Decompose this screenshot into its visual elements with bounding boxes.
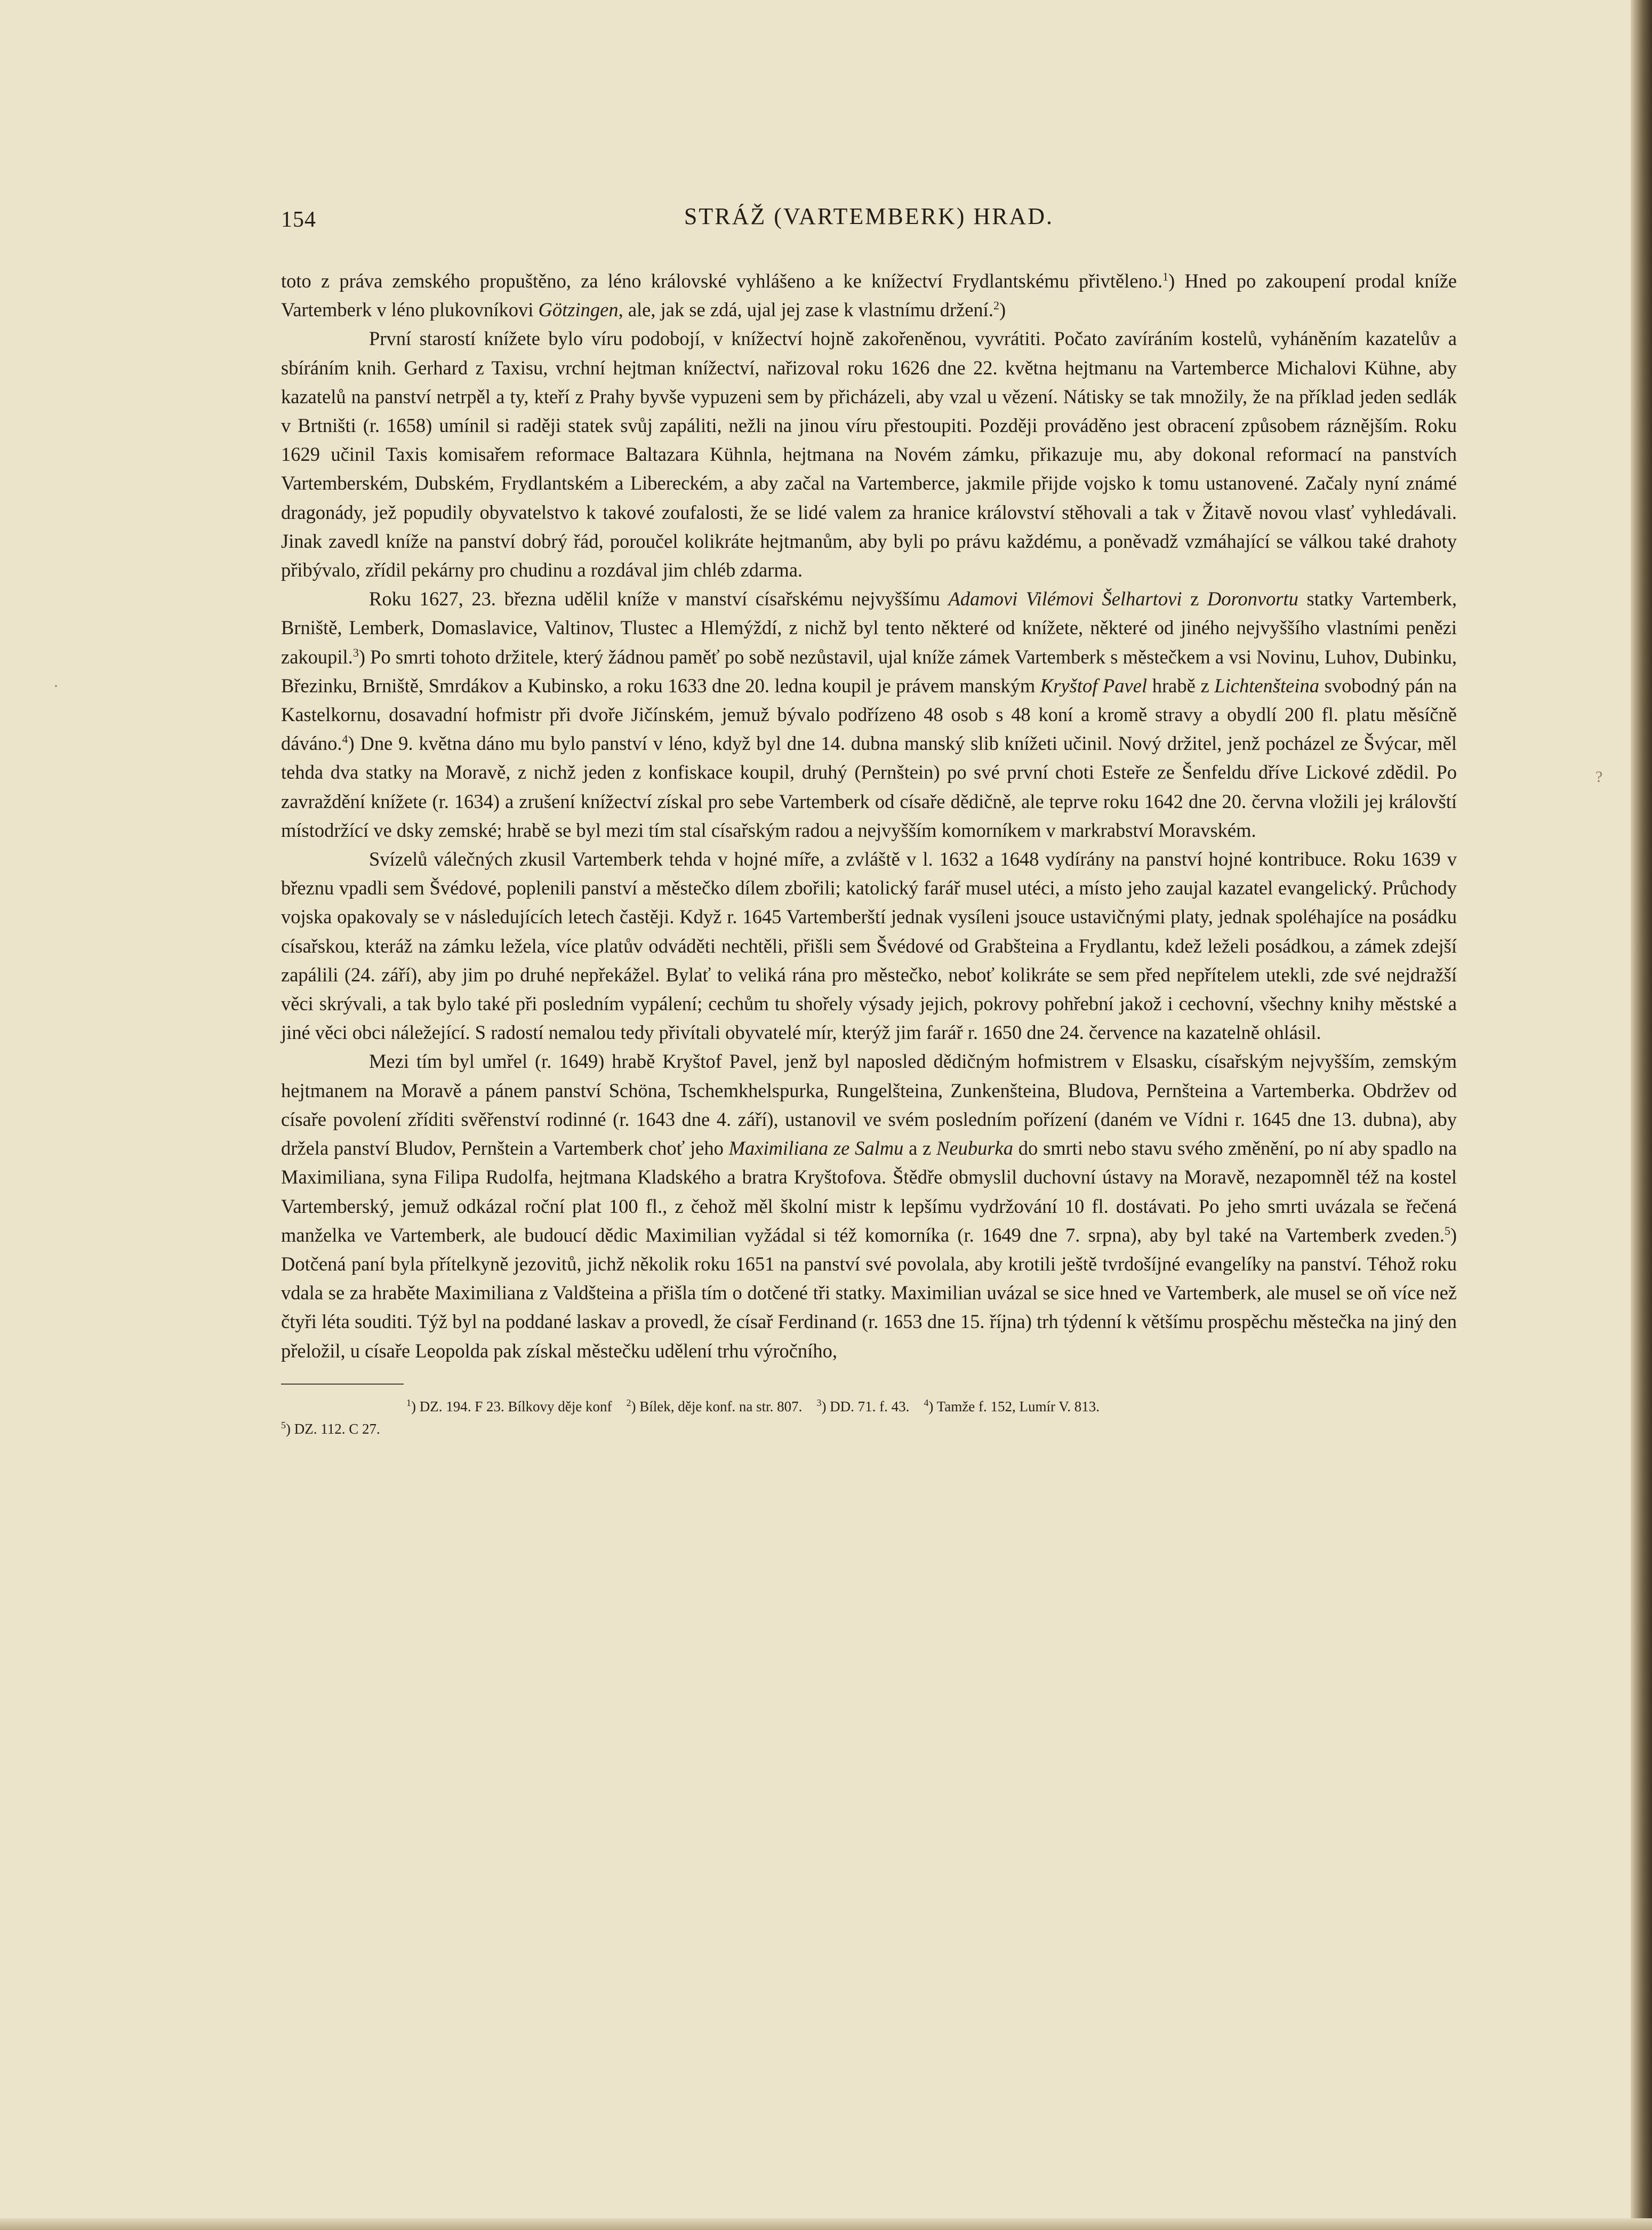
name-maximiliana-salm: Maximiliana ze Salmu bbox=[728, 1137, 904, 1160]
right-margin-mark: ? bbox=[1595, 768, 1603, 786]
footnotes bbox=[281, 1395, 1457, 1440]
text-run: Roku 1627, 23. března udělil kníže v manství císařskému nejvyššímu bbox=[369, 588, 940, 610]
name-selhart: Adamovi Vilémovi Šelhartovi bbox=[948, 588, 1182, 610]
footnote-4-mark: 4 bbox=[924, 1397, 929, 1408]
running-title: STRÁŽ (VARTEMBERK) HRAD. bbox=[684, 203, 1054, 229]
running-header bbox=[281, 203, 1457, 235]
text-run: ) Dotčená paní byla přítelkyně jezovitů, jichž několik roku 1651 na panství své povolala, aby krotili ještě tvrdošíjné evangelíky na panství. Téhož roku vdala se za hraběte Maximiliana z Valdšteina a přišla tím o dotčené tři statky. Maximilian uvázal se sice hned ve Vartemberk, ale musel se oň více než čtyři léta souditi. Týž byl na poddané laskav a provedl, že císař Ferdinand (r. 1653 dne 15. října) trh týdenní k většímu prospěchu městečka na jiný den přeložil, u císaře Leopolda pak získal městečku udělení trhu výročního, bbox=[281, 1224, 1457, 1362]
footnote-4: ) Tamže f. 152, Lumír V. 813. bbox=[928, 1398, 1100, 1414]
name-lichtenstein: Lichtenšteina bbox=[1214, 674, 1319, 697]
footnote-ref-1: 1 bbox=[1162, 269, 1169, 283]
text-run: ) bbox=[999, 299, 1006, 321]
book-page bbox=[281, 203, 1457, 2016]
text-run: ) Hned po zakoupení prodal kníže Vartemberk v léno plukovníkovi bbox=[281, 270, 1457, 321]
text-run: ale, jak se zdá, ujal jej zase k vlastnímu držení. bbox=[628, 299, 993, 321]
text-run: Svízelů válečných zkusil Vartemberk tehda v hojné míře, a zvláště v l. 1632 a 1648 vydírány na panství hojné kontribuce. Roku 1639 v březnu vpadli sem Švédové, poplenili panství a městečko dílem zbořili; katolický farář musel utéci, a místo jeho zaujal kazatel evangelický. Průchody vojska opakovaly se v následujících letech častěji. Když r. 1645 Vartemberští jednak vysíleni jsouce ustavičnými platy, jednak spoléhajíce na posádku císařskou, kteráž na zámku ležela, více platův odváděti nechtěli, přišli sem Švédové od Grabšteina a Frydlantu, kdež leželi posádkou, a zámek zdejší zapálili (24. září), aby jim po druhé nepřekážel. Bylať to veliká rána pro městečko, neboť kolikráte se sem před nepřítelem utekli, zde své nejdražší věci skrývali, a tak bylo také při posledním vypálení; cechům tu shořely výsady jejich, pokrovy pohřební jakož i cechovní, všechny knihy městské a jiné věci obci náležející. S radostí nemalou tedy přivítali obyvatelé mír, kterýž jim farář r. 1650 dne 24. července na kazatelně ohlásil. bbox=[281, 848, 1457, 1044]
text-run: ) Dne 9. května dáno mu bylo panství v léno, když byl dne 14. dubna manský slib knížeti učinil. Nový držitel, jenž pocházel ze Švýcar, měl tehda dva statky na Moravě, z nichž jeden z konfiskace koupil, druhý (Pernštein) po své první choti Esteře ze Šenfeldu dříve Lickové zdědil. Po zavraždění knížete (r. 1634) a zrušení knížectví získal pro sebe Vartemberk od císaře dědičně, ale teprve roku 1642 dne 20. června vložili jej královští místodržící ve dsky zemské; hrabě se byl mezi tím stal císařským radou a nejvyšším komorníkem v markrabství Moravském. bbox=[281, 732, 1457, 841]
name-neuburk: Neuburka bbox=[936, 1137, 1013, 1160]
name-krystof-pavel: Kryštof Pavel bbox=[1040, 674, 1148, 697]
paragraph-2 bbox=[281, 324, 1457, 585]
footnotes-line-1 bbox=[281, 1395, 1457, 1418]
text-run: a z bbox=[909, 1137, 932, 1160]
footnote-ref-4: 4 bbox=[342, 732, 348, 746]
text-run: hrabě z bbox=[1152, 674, 1209, 697]
footnote-2-mark: 2 bbox=[626, 1397, 631, 1408]
scan-binding-edge bbox=[1631, 0, 1652, 2230]
scan-bottom-edge bbox=[0, 2218, 1652, 2230]
footnote-3: ) DD. 71. f. 43. bbox=[821, 1398, 910, 1414]
paragraph-4 bbox=[281, 845, 1457, 1047]
footnote-5: ) DZ. 112. C 27. bbox=[286, 1420, 380, 1437]
footnote-5-mark: 5 bbox=[281, 1419, 286, 1430]
text-run: ) Po smrti tohoto držitele, který žádnou paměť po sobě nezůstavil, ujal kníže zámek Vartemberk s městečkem a vsi Novinu, Luhov, Dubinku, Březinku, Brniště, Smrdákov a Kubinsko, a roku 1633 dne 20. ledna koupil je právem manským bbox=[281, 645, 1457, 697]
page-number: 154 bbox=[281, 207, 316, 232]
name-doronvort: Doronvortu bbox=[1207, 588, 1298, 610]
text-run: Mezi tím byl umřel (r. 1649) hrabě Kryštof Pavel, jenž byl naposled dědičným hofmistrem v Elsasku, císařským nejvyšším, zemským hejtmanem na Moravě a pánem panství Schöna, Tschemkhelspurka, Rungelšteina, Zunkenšteina, Bludova, Pernšteina a Vartemberka. Obdržev od císaře povolení zříditi svěřenství rodinné (r. 1643 dne 4. září), ustanovil ve svém posledním pořízení (daném ve Vídni r. 1645 dne 13. dubna), aby držela panství Bludov, Pernštein a Vartemberk choť jeho bbox=[281, 1050, 1457, 1160]
text-run: do smrti nebo stavu svého změnění, po ní aby spadlo na Maximiliana, syna Filipa Rudolfa, hejtmana Kladského a bratra Kryštofova. Štědře obmyslil duchovní ústavy na Moravě, nezapomněl též na kostel Vartemberský, jemuž odkázal roční plat 100 fl., z čehož měl školní mistr k lepšímu vydržování 10 fl. dostávati. Po jeho smrti uvázala se řečená manželka ve Vartemberk, ale budoucí dědic Maximilian vyžádal si též komorníka (r. 1649 dne 7. srpna), aby byl také na Vartemberk zveden. bbox=[281, 1137, 1457, 1246]
footnote-ref-3: 3 bbox=[352, 645, 359, 659]
footnote-divider bbox=[281, 1384, 404, 1385]
footnote-ref-2: 2 bbox=[993, 299, 999, 313]
left-margin-mark: · bbox=[53, 677, 59, 695]
text-run: toto z práva zemského propuštěno, za léno královské vyhlášeno a ke knížectví Frydlantskému přivtěleno. bbox=[281, 270, 1163, 292]
footnote-ref-5: 5 bbox=[1444, 1224, 1450, 1237]
paragraph-5 bbox=[281, 1047, 1457, 1365]
footnote-3-mark: 3 bbox=[816, 1397, 822, 1408]
text-run: První starostí knížete bylo víru podobojí, v knížectví hojně zakořeněnou, vyvrátiti. Počato zavíráním kostelů, vyháněním kazatelův a sbíráním knih. Gerhard z Taxisu, vrchní hejtman knížectví, nařizoval roku 1626 dne 22. května hejtmanu na Vartemberce Michalovi Kühne, aby kazatelů na panství netrpěl a ty, kteří z Prahy byvše vypuzeni sem by přicházeli, aby vzal u vězení. Nátisky se tak množily, že na příklad jeden sedlák v Brtništi (r. 1658) umínil si raději statek svůj zapáliti, nežli na jinou víru přestoupiti. Později prováděno jest obracení způsobem ráznějším. Roku 1629 učinil Taxis komisařem reformace Baltazara Kühnla, hejtmana na Novém zámku, přikazuje mu, aby dokonal reformací na panstvích Vartemberském, Dubském, Frydlantském a Libereckém, a aby začal na Vartemberce, jakmile přijde vojsko k tomu ustanovené. Začaly nyní známé dragonády, jež popudily obyvatelstvo k takové zoufalosti, že se lidé valem za hranice království stěhovali a tak v Žitavě novou vlasť vyhledávali. Jinak zavedl kníže na panství dobrý řád, poroučel kolikráte hejtmanům, aby byli po právu každému, a poněvadž vzmáhající se válkou také drahoty přibývalo, zřídil pekárny pro chudinu a rozdával jim chléb zdarma. bbox=[281, 327, 1457, 581]
paragraph-1 bbox=[281, 267, 1457, 324]
footnote-2: ) Bílek, děje konf. na str. 807. bbox=[631, 1398, 803, 1414]
paragraph-3 bbox=[281, 585, 1457, 845]
text-run: statky Vartemberk, Brniště, Lemberk, Domaslavice, Valtinov, Tlustec a Hlemýždí, z nichž byl tento některé od knížete, některé od jiného nejvyššího vlastními penězi zakoupil. bbox=[281, 588, 1457, 668]
name-gotzingen: Götzingen, bbox=[538, 299, 623, 321]
text-run: z bbox=[1190, 588, 1199, 610]
footnotes-line-2 bbox=[281, 1418, 1457, 1440]
footnote-1: ) DZ. 194. F 23. Bílkovy děje konf bbox=[411, 1398, 612, 1414]
text-run: svobodný pán na Kastelkornu, dosavadní hofmistr při dvoře Jičínském, jemuž bývalo podřízeno 48 osob s 48 koní a kromě stravy a obydlí 200 fl. platu měsíčně dáváno. bbox=[281, 674, 1457, 755]
footnote-1-mark: 1 bbox=[406, 1397, 411, 1408]
body-text bbox=[281, 267, 1457, 1365]
